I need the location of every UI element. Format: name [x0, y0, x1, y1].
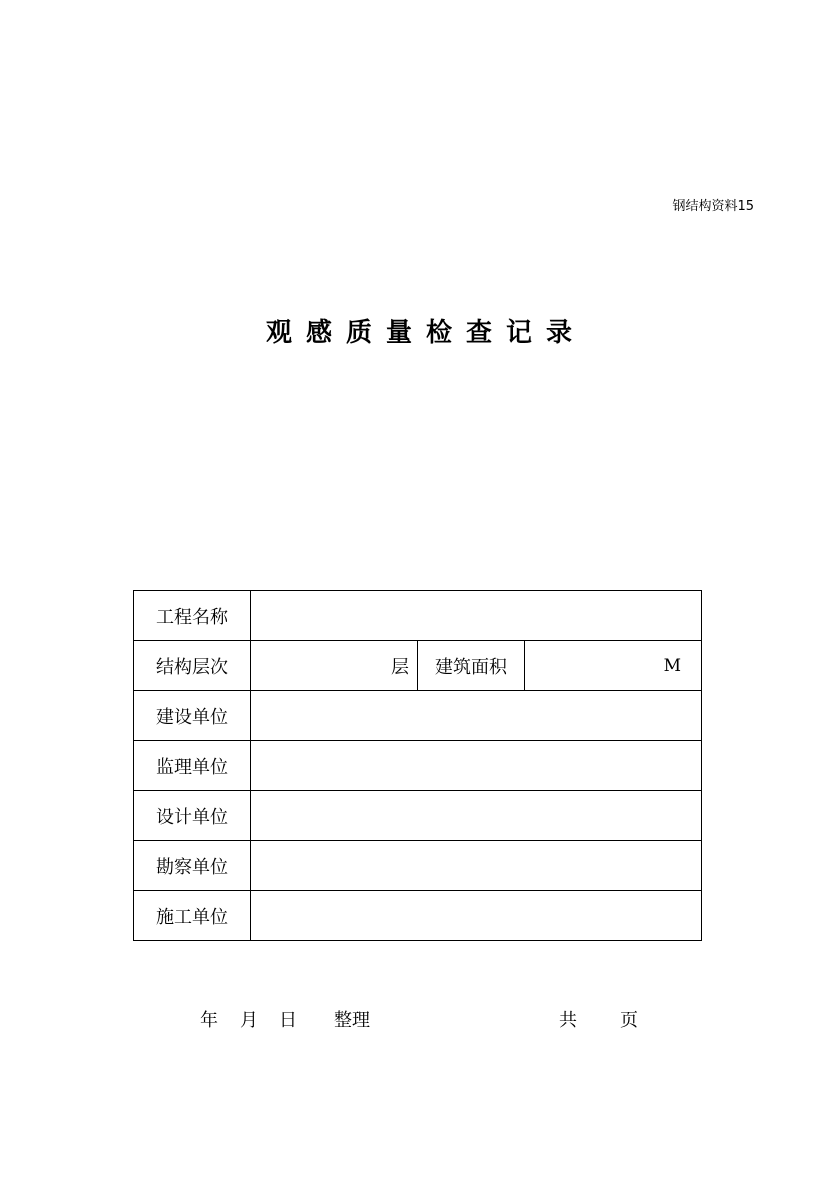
- table-row: [134, 691, 702, 741]
- table-row: [134, 841, 702, 891]
- table-row: [134, 791, 702, 841]
- footer-total: 共: [559, 1010, 577, 1031]
- table-row: [134, 741, 702, 791]
- design-unit-value[interactable]: [251, 791, 702, 841]
- footer-date-line: [0, 1006, 838, 1030]
- floors-unit: 层: [391, 656, 409, 678]
- page-title: 观感质量检查记录: [265, 318, 586, 348]
- footer-day: 日: [279, 1010, 297, 1031]
- project-name-value[interactable]: [251, 591, 702, 641]
- survey-unit-label: 勘察单位: [134, 841, 251, 891]
- building-area-label: 建筑面积: [418, 641, 525, 691]
- table-row: [134, 591, 702, 641]
- table-row: [134, 641, 702, 691]
- document-code: 钢结构资料15: [672, 199, 754, 214]
- supervision-unit-value[interactable]: [251, 741, 702, 791]
- building-area-value[interactable]: [525, 641, 702, 691]
- footer-month: 月: [240, 1010, 258, 1031]
- supervision-unit-label: 监理单位: [134, 741, 251, 791]
- area-unit: M: [663, 655, 682, 676]
- table-row: [134, 891, 702, 941]
- footer-pages: 页: [620, 1010, 638, 1031]
- contractor-unit-label: 施工单位: [134, 891, 251, 941]
- construction-unit-value[interactable]: [251, 691, 702, 741]
- footer-year: 年: [200, 1010, 218, 1031]
- survey-unit-value[interactable]: [251, 841, 702, 891]
- contractor-unit-value[interactable]: [251, 891, 702, 941]
- floors-value[interactable]: [251, 641, 418, 691]
- footer-compiled: 整理: [334, 1010, 370, 1031]
- structure-floors-label: 结构层次: [134, 641, 251, 691]
- project-name-label: 工程名称: [134, 591, 251, 641]
- construction-unit-label: 建设单位: [134, 691, 251, 741]
- project-info-table: [133, 590, 702, 941]
- design-unit-label: 设计单位: [134, 791, 251, 841]
